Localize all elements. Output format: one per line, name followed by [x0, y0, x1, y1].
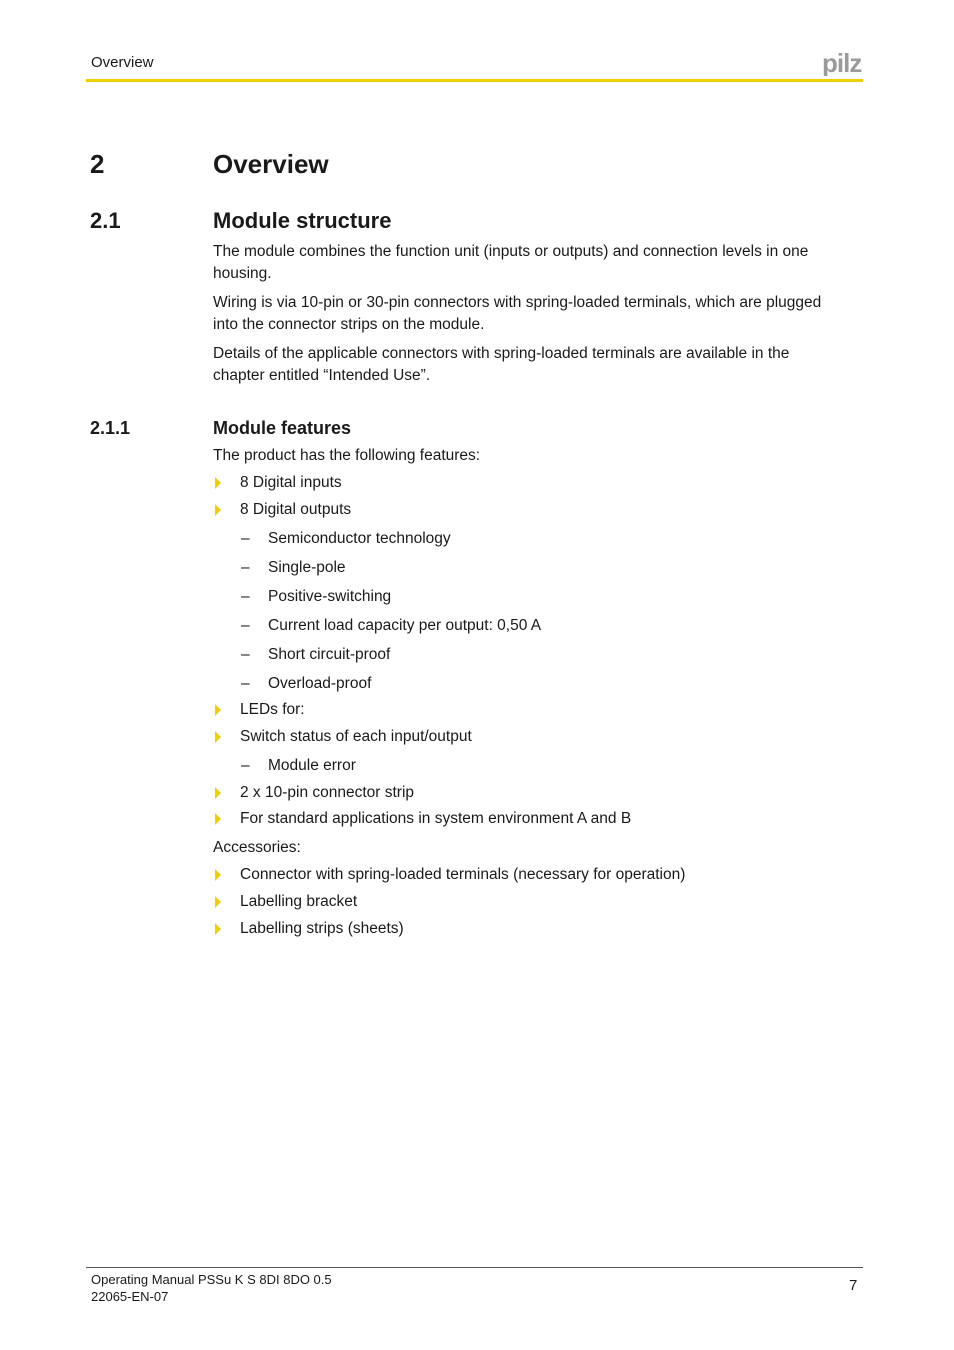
feature-subitem: Positive-switching [268, 588, 392, 605]
feature-item: 8 Digital outputs [240, 501, 352, 518]
dash-bullet: – [241, 646, 250, 663]
accessory-item: Labelling bracket [240, 893, 358, 910]
svg-text:pilz: pilz [822, 50, 862, 76]
triangle-bullet-icon [214, 730, 222, 744]
dash-bullet: – [241, 588, 250, 605]
feature-subitem: Overload-proof [268, 675, 372, 692]
paragraph [213, 343, 853, 387]
dash-bullet: – [241, 559, 250, 576]
triangle-bullet-icon [214, 895, 222, 909]
triangle-bullet-icon [214, 812, 222, 826]
paragraph-line: into the connector strips on the module. [213, 316, 485, 333]
accessories-label: Accessories: [213, 839, 301, 856]
subsection-title: Module features [213, 418, 352, 438]
accessory-item: Labelling strips (sheets) [240, 920, 404, 937]
footer-manual-title: Operating Manual PSSu K S 8DI 8DO 0.5 [91, 1272, 332, 1287]
dash-bullet: – [241, 530, 250, 547]
feature-subitem: Single-pole [268, 559, 346, 576]
section-number: 2.1 [90, 208, 121, 233]
header-rule [86, 79, 863, 82]
dash-bullet: – [241, 757, 250, 774]
triangle-bullet-icon [214, 503, 222, 517]
feature-item: 2 x 10-pin connector strip [240, 784, 415, 801]
footer-rule [86, 1267, 863, 1268]
feature-subitem: Module error [268, 757, 356, 774]
chapter-number: 2 [90, 149, 105, 179]
feature-subitem: Short circuit-proof [268, 646, 391, 663]
feature-item: Switch status of each input/output [240, 728, 472, 745]
paragraph-line: housing. [213, 265, 272, 282]
dash-bullet: – [241, 675, 250, 692]
feature-item: 8 Digital inputs [240, 474, 342, 491]
running-header: Overview [91, 54, 154, 71]
accessory-item: Connector with spring-loaded terminals (necessary for operation) [240, 866, 686, 883]
feature-item: For standard applications in system environment A and B [240, 810, 632, 827]
paragraph [213, 292, 853, 336]
page-number: 7 [849, 1277, 858, 1294]
paragraph-line: Details of the applicable connectors with spring-loaded terminals are available in the [213, 345, 790, 362]
triangle-bullet-icon [214, 868, 222, 882]
feature-subitem: Current load capacity per output: 0,50 A [268, 617, 542, 634]
paragraph [213, 241, 853, 285]
triangle-bullet-icon [214, 703, 222, 717]
chapter-title: Overview [213, 149, 329, 179]
paragraph-line: chapter entitled “Intended Use”. [213, 367, 431, 384]
triangle-bullet-icon [214, 786, 222, 800]
paragraph-line: The module combines the function unit (inputs or outputs) and connection levels in one [213, 243, 809, 260]
features-intro: The product has the following features: [213, 447, 481, 464]
triangle-bullet-icon [214, 922, 222, 936]
footer-doc-number: 22065-EN-07 [91, 1289, 169, 1304]
feature-subitem: Semiconductor technology [268, 530, 451, 547]
section-title: Module structure [213, 208, 392, 233]
paragraph-line: Wiring is via 10-pin or 30-pin connectors with spring-loaded terminals, which are plugged [213, 294, 822, 311]
subsection-number: 2.1.1 [90, 418, 131, 438]
dash-bullet: – [241, 617, 250, 634]
feature-item: LEDs for: [240, 701, 305, 718]
triangle-bullet-icon [214, 476, 222, 490]
pilz-logo [822, 50, 864, 76]
